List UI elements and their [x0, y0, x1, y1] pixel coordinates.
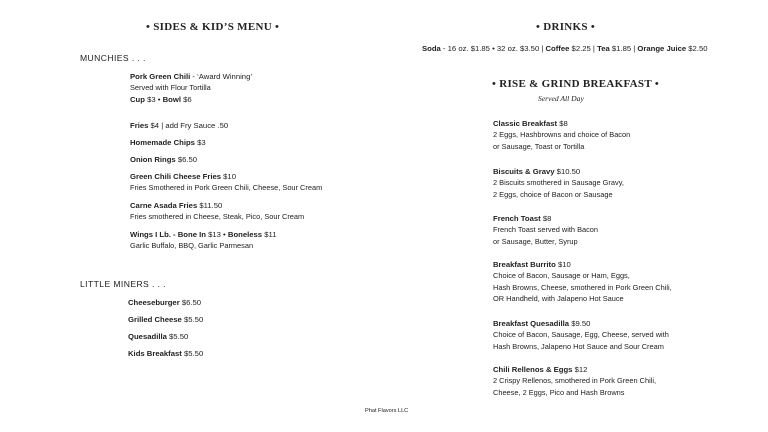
item-description-line: Choice of Bacon, Sausage, Egg, Cheese, served with — [493, 330, 669, 339]
item-description-line: 2 Eggs, Hashbrowns and choice of Bacon — [493, 130, 631, 139]
kids-item — [128, 331, 188, 342]
item-price: $6.50 — [179, 298, 202, 307]
menu-item-carne-asada-fries — [130, 200, 304, 223]
item-description-line: French Toast served with Bacon — [493, 225, 599, 234]
item-price: $8 — [557, 119, 568, 128]
item-description-line: Hash Browns, Jalapeno Hot Sauce and Sour Cream — [493, 341, 664, 351]
bowl-label: Bowl — [162, 94, 181, 104]
item-price: $5.50 — [166, 332, 189, 341]
item-description-line: or Sausage, Butter, Syrup — [493, 236, 578, 246]
item-price: $5.50 — [181, 349, 204, 358]
item-price: $5.50 — [181, 315, 204, 324]
breakfast-item — [493, 318, 669, 352]
item-price-boneless: $11 — [262, 230, 277, 239]
bowl-price: $6 — [180, 94, 192, 104]
menu-item-onion-rings — [130, 154, 197, 165]
drink-coffee: Coffee — [545, 44, 570, 53]
item-name: Chili Rellenos & Eggs — [493, 365, 573, 374]
item-name: Onion Rings — [130, 155, 176, 164]
munchies-heading: MUNCHIES . . . — [80, 53, 146, 63]
item-description-line: 2 Eggs, choice of Bacon or Sausage — [493, 189, 613, 199]
kids-item — [128, 297, 201, 308]
breakfast-item — [493, 118, 630, 152]
item-name: Grilled Cheese — [128, 315, 182, 324]
item-name: Fries — [130, 121, 149, 130]
item-description: Fries Smothered in Pork Green Chili, Cheese, Sour Cream — [130, 183, 323, 192]
drink-tea: Tea — [597, 44, 610, 53]
cup-price: $3 • — [144, 94, 163, 104]
drink-orange-juice-price: $2.50 — [686, 44, 708, 53]
breakfast-heading: • RISE & GRIND BREAKFAST • — [492, 78, 659, 90]
item-price: $10 — [221, 172, 236, 181]
item-name: Quesadilla — [128, 332, 167, 341]
footer-business-name: Phat Flavors LLC — [365, 408, 409, 414]
drink-soda: Soda — [422, 44, 441, 53]
item-name: Homemade Chips — [130, 138, 195, 147]
item-name: French Toast — [493, 214, 541, 223]
menu-item-fries — [130, 120, 228, 131]
item-price: $9.50 — [569, 319, 591, 328]
item-tag: - ‘Award Winning’ — [190, 72, 253, 81]
item-price: $4 | add Fry Sauce .50 — [148, 121, 229, 130]
item-description: Garlic Buffalo, BBQ, Garlic Parmesan — [130, 241, 254, 250]
item-price: $10.50 — [554, 167, 581, 176]
item-name: Cheeseburger — [128, 298, 180, 307]
item-description: Served with Flour Tortilla — [130, 83, 211, 92]
breakfast-item — [493, 166, 624, 200]
menu-item-homemade-chips — [130, 137, 206, 148]
item-name: Biscuits & Gravy — [493, 167, 555, 176]
item-name: Green Chili Cheese Fries — [130, 172, 222, 181]
item-name: Carne Asada Fries — [130, 201, 198, 210]
breakfast-item — [493, 259, 672, 305]
item-price: $10 — [555, 260, 571, 269]
item-description-line: 2 Biscuits smothered in Sausage Gravy, — [493, 178, 624, 187]
item-description-line: 2 Crispy Rellenos, smothered in Pork Green Chili, — [493, 376, 657, 385]
menu-item-green-chili-cheese-fries — [130, 171, 322, 194]
breakfast-item — [493, 213, 598, 247]
cup-label: Cup — [130, 94, 145, 104]
item-name: Wings I Lb. - Bone In — [130, 230, 206, 239]
item-price: $8 — [540, 214, 552, 223]
item-price: $13 • — [205, 230, 228, 239]
item-name: Breakfast Burrito — [493, 260, 556, 269]
item-description-line: Cheese, 2 Eggs, Pico and Hash Browns — [493, 387, 625, 397]
item-description-line: Choice of Bacon, Sausage or Ham, Eggs, — [493, 271, 630, 280]
item-description: Fries smothered in Cheese, Steak, Pico, Sour Cream — [130, 212, 305, 221]
breakfast-item — [493, 364, 656, 398]
item-description-line: OR Handheld, with Jalapeno Hot Sauce — [493, 294, 624, 303]
item-price: $11.50 — [197, 201, 223, 210]
item-description-line: Hash Browns, Cheese, smothered in Pork Green Chili, — [493, 282, 672, 292]
breakfast-subheading: Served All Day — [538, 94, 584, 103]
kids-item — [128, 314, 203, 325]
item-name: Classic Breakfast — [493, 119, 558, 128]
drink-tea-price: $1.85 | — [609, 44, 638, 53]
drinks-line — [422, 43, 708, 54]
little-miners-heading: LITTLE MINERS . . . — [80, 279, 166, 289]
drink-orange-juice: Orange Juice — [637, 44, 687, 53]
drink-soda-prices: - 16 oz. $1.85 • 32 oz. $3.50 | — [440, 44, 546, 53]
item-price: $6.50 — [175, 155, 198, 164]
item-price: $12 — [572, 365, 588, 374]
kids-item — [128, 348, 203, 359]
drink-coffee-price: $2.25 | — [569, 44, 598, 53]
item-name: Breakfast Quesadilla — [493, 319, 570, 328]
item-name: Pork Green Chili — [130, 72, 191, 81]
item-name: Kids Breakfast — [128, 349, 182, 358]
sides-kids-menu-heading: • SIDES & KID’S MENU • — [146, 21, 280, 33]
item-name-boneless: Boneless — [227, 230, 263, 239]
item-price: $3 — [194, 138, 206, 147]
item-description-line: or Sausage, Toast or Tortilla — [493, 141, 585, 151]
menu-item-pork-green-chili — [130, 71, 252, 105]
menu-item-wings — [130, 229, 276, 252]
drinks-heading: • DRINKS • — [536, 21, 595, 33]
